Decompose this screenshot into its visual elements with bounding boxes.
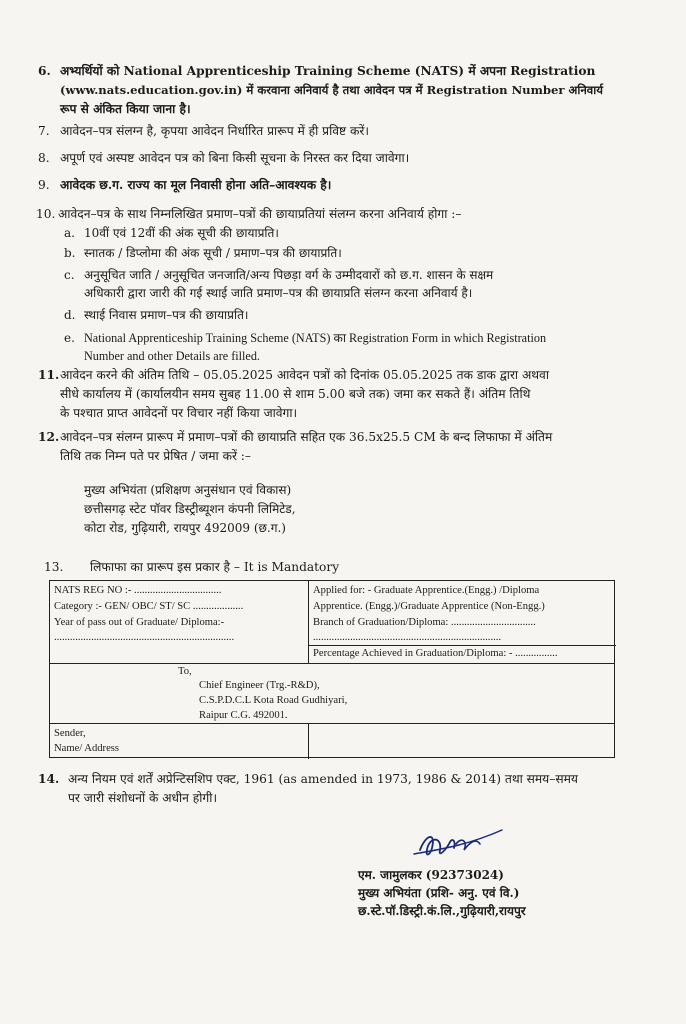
item-11-line-1: आवेदन करने की अंतिम तिथि – 05.05.2025 आवेदन पत्रों को दिनांक 05.05.2025 तक डाक द्वारा अथवा — [60, 368, 549, 382]
to-address-line: Raipur C.G. 492001. — [199, 710, 288, 721]
sub-text: National Apprenticeship Training Scheme (NATS) का Registration Form in which Registration — [84, 331, 547, 345]
envelope-format-box — [49, 580, 615, 758]
sender-label: Sender, — [54, 728, 86, 739]
item-6-line-3: रूप से अंकित किया जाना है। — [60, 102, 191, 116]
signatory-office: छ.स्टे.पॉ.डिस्ट्री.कं.लि.,गुढ़ियारी,रायपुर — [358, 904, 526, 918]
item-number: 8. — [38, 151, 50, 165]
year-of-pass-field: Year of pass out of Graduate/ Diploma:- — [54, 617, 225, 628]
percentage-field: Percentage Achieved in Graduation/Diploma: - ................ — [313, 648, 558, 659]
sub-text: स्थाई निवास प्रमाण–पत्र की छायाप्रति। — [84, 308, 249, 322]
item-12-line-1: आवेदन–पत्र संलग्न प्रारूप में प्रमाण–पत्रों की छायाप्रति सहित एक 36.5x25.5 CM के बन्द लिफाफा में अंतिम — [60, 430, 553, 444]
item-10-text: आवेदन–पत्र के साथ निम्नलिखित प्रमाण–पत्रों की छायाप्रतियां संलग्न करना अनिवार्य होगा :– — [58, 207, 462, 221]
applied-for-field-cont: Apprentice. (Engg.)/Graduate Apprentice (Non-Engg.) — [313, 601, 545, 612]
sub-text: 10वीं एवं 12वीं की अंक सूची की छायाप्रति। — [84, 226, 279, 240]
item-13-text: लिफाफा का प्रारूप इस प्रकार है – It is Mandatory — [90, 560, 340, 574]
handwritten-signature — [406, 820, 516, 870]
item-number: 14. — [38, 772, 60, 786]
item-8-text: अपूर्ण एवं अस्पष्ट आवेदन पत्र को बिना किसी सूचना के निरस्त कर दिया जावेगा। — [60, 151, 410, 165]
item-number: 6. — [38, 64, 51, 78]
to-address-line: C.S.P.D.C.L Kota Road Gudhiyari, — [199, 695, 348, 706]
to-label: To, — [178, 666, 192, 677]
item-11-line-2: सीधे कार्यालय में (कार्यालयीन समय सुबह 11.00 से शाम 5.00 बजे तक) जमा कर सकते हैं। अंतिम तिथि — [60, 387, 531, 401]
item-number: 9. — [38, 178, 50, 192]
sub-label: d. — [64, 308, 76, 322]
item-number: 7. — [38, 124, 50, 138]
item-number: 10. — [36, 207, 56, 221]
item-6-line-2: (www.nats.education.gov.in) में करवाना अनिवार्य है तथा आवेदन पत्र में Registration Number अनिवार्य — [60, 83, 603, 97]
item-number: 13. — [44, 560, 64, 574]
applied-for-field: Applied for: - Graduate Apprentice.(Engg.) /Diploma — [313, 585, 540, 596]
item-14-line-2: पर जारी संशोधनों के अधीन होगी। — [68, 791, 218, 805]
sub-text: अनुसूचित जाति / अनुसूचित जनजाति/अन्य पिछड़ा वर्ग के उम्मीदवारों को छ.ग. शासन के सक्षम — [84, 268, 494, 282]
item-number: 11. — [38, 368, 60, 382]
sub-label: c. — [64, 268, 75, 282]
item-11-line-3: के पश्चात प्राप्त आवेदनों पर विचार नहीं किया जावेगा। — [60, 406, 298, 420]
signature-block — [358, 866, 526, 920]
nats-reg-field: NATS REG NO :- ................................. — [54, 585, 222, 596]
item-6 — [38, 62, 628, 122]
dotted-line: ....................................................................... — [313, 632, 502, 643]
sub-text: स्नातक / डिप्लोमा की अंक सूची / प्रमाण–पत्र की छायाप्रति। — [84, 246, 342, 260]
to-address-line: Chief Engineer (Trg.-R&D), — [199, 680, 320, 691]
sub-text: अधिकारी द्वारा जारी की गई स्थाई जाति प्रमाण–पत्र की छायाप्रति संलग्न करना अनिवार्य है। — [84, 286, 473, 300]
sub-label: a. — [64, 226, 75, 240]
item-14-line-1: अन्य नियम एवं शर्तें अप्रेन्टिसशिप एक्ट, 1961 (as amended in 1973, 1986 & 2014) तथा समय–समय — [68, 772, 578, 786]
item-12-line-2: तिथि तक निम्न पते पर प्रेषित / जमा करें :– — [60, 449, 252, 463]
address-line: छत्तीसगढ़ स्टेट पॉवर डिस्ट्रीब्यूशन कंपनी लिमिटेड, — [84, 502, 296, 516]
item-9-text: आवेदक छ.ग. राज्य का मूल निवासी होना अति–आवश्यक है। — [60, 178, 332, 192]
sub-label: b. — [64, 246, 76, 260]
branch-field: Branch of Graduation/Diploma: ................................ — [313, 617, 536, 628]
signatory-designation: मुख्य अभियंता (प्रशि- अनु. एवं वि.) — [358, 886, 520, 900]
address-block — [84, 481, 296, 538]
dotted-line: .................................................................... — [54, 632, 235, 643]
address-line: मुख्य अभियंता (प्रशिक्षण अनुसंधान एवं विकास) — [84, 483, 292, 497]
sub-label: e. — [64, 331, 75, 345]
item-6-line-1: अभ्यर्थियों को National Apprenticeship Training Scheme (NATS) में अपना Registration — [60, 64, 596, 78]
item-number: 12. — [38, 430, 60, 444]
category-field: Category :- GEN/ OBC/ ST/ SC ................... — [54, 601, 244, 612]
sender-name-address: Name/ Address — [54, 743, 120, 754]
signatory-name: एम. जामुलकर (92373024) — [358, 868, 504, 882]
address-line: कोटा रोड, गुढ़ियारी, रायपुर 492009 (छ.ग.) — [84, 521, 286, 535]
item-7-text: आवेदन–पत्र संलग्न है, कृपया आवेदन निर्धारित प्रारूप में ही प्रविष्ट करें। — [60, 124, 369, 138]
sub-text: Number and other Details are filled. — [84, 349, 260, 363]
